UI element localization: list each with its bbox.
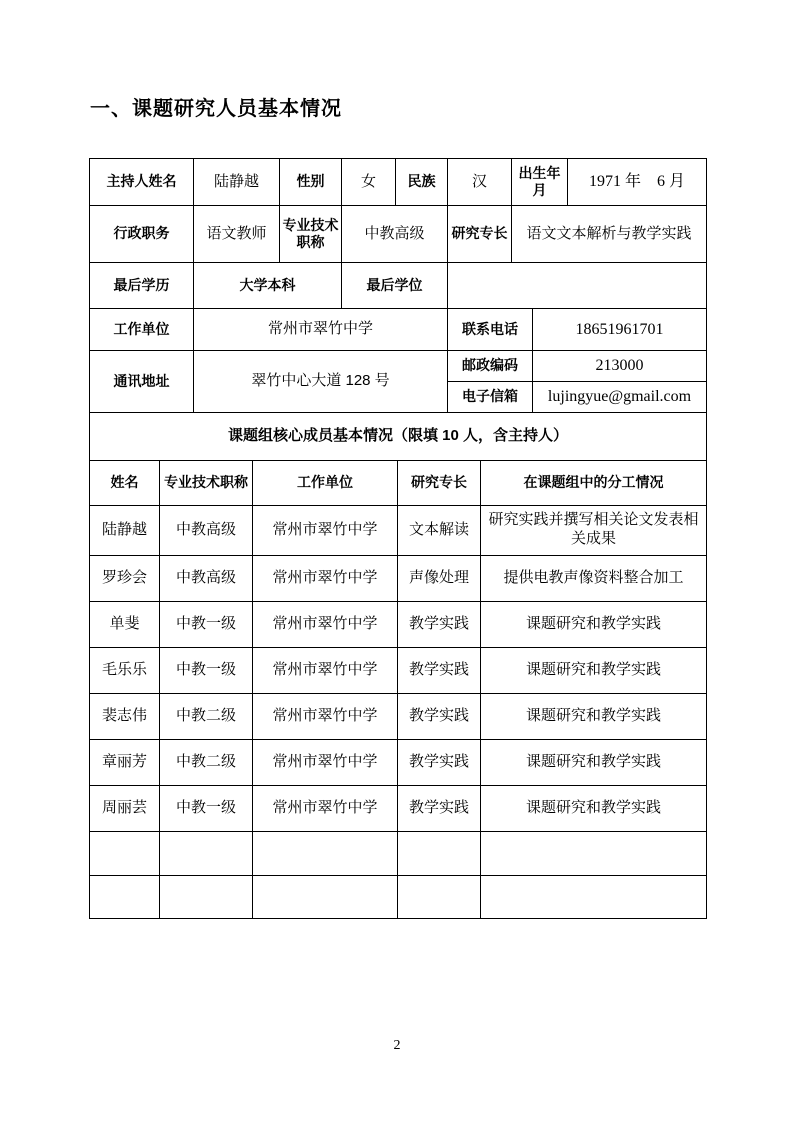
tech-title-value: 中教高级 (342, 206, 448, 263)
tech-title-label: 专业技术职称 (280, 206, 342, 263)
member-title (160, 831, 253, 875)
member-name: 周丽芸 (90, 785, 160, 831)
member-role: 研究实践并撰写相关论文发表相关成果 (481, 505, 707, 555)
members-header-specialty: 研究专长 (398, 460, 481, 505)
member-specialty (398, 831, 481, 875)
postcode-label: 邮政编码 (448, 351, 533, 382)
member-row (90, 647, 707, 693)
members-header-row (90, 460, 707, 505)
member-specialty: 教学实践 (398, 601, 481, 647)
page-title: 一、课题研究人员基本情况 (90, 98, 342, 120)
member-role: 课题研究和教学实践 (481, 601, 707, 647)
leader-row-position (90, 206, 707, 263)
member-row (90, 785, 707, 831)
address-label: 通讯地址 (90, 351, 194, 413)
member-title (160, 875, 253, 918)
workplace-value: 常州市翠竹中学 (194, 309, 448, 351)
member-role (481, 875, 707, 918)
member-unit: 常州市翠竹中学 (253, 505, 398, 555)
birth-label: 出生年月 (512, 159, 568, 206)
members-section-title: 课题组核心成员基本情况（限填 10 人，含主持人） (90, 412, 707, 460)
member-name (90, 831, 160, 875)
leader-row-education (90, 263, 707, 309)
member-specialty: 教学实践 (398, 739, 481, 785)
admin-value: 语文教师 (194, 206, 280, 263)
member-title: 中教二级 (160, 693, 253, 739)
member-name: 章丽芳 (90, 739, 160, 785)
leader-row-address-postcode (90, 351, 707, 382)
member-row (90, 601, 707, 647)
member-unit (253, 875, 398, 918)
phone-value: 18651961701 (533, 309, 707, 351)
member-role: 课题研究和教学实践 (481, 785, 707, 831)
leader-info-table (89, 158, 707, 413)
leader-name-label: 主持人姓名 (90, 159, 194, 206)
member-row (90, 739, 707, 785)
member-title: 中教一级 (160, 785, 253, 831)
member-row-empty (90, 875, 707, 918)
member-unit: 常州市翠竹中学 (253, 555, 398, 601)
member-unit: 常州市翠竹中学 (253, 647, 398, 693)
members-table (89, 412, 707, 919)
member-role: 课题研究和教学实践 (481, 647, 707, 693)
address-value: 翠竹中心大道 128 号 (194, 351, 448, 413)
degree-value (448, 263, 707, 309)
member-name: 毛乐乐 (90, 647, 160, 693)
leader-row-workplace (90, 309, 707, 351)
member-name: 陆静越 (90, 505, 160, 555)
admin-label: 行政职务 (90, 206, 194, 263)
page-number: 2 (393, 1038, 401, 1053)
member-role (481, 831, 707, 875)
education-value: 大学本科 (194, 263, 342, 309)
ethnicity-label: 民族 (396, 159, 448, 206)
email-label: 电子信箱 (448, 382, 533, 413)
member-unit: 常州市翠竹中学 (253, 785, 398, 831)
degree-label: 最后学位 (342, 263, 448, 309)
members-header-workplace: 工作单位 (253, 460, 398, 505)
email-value: lujingyue@gmail.com (533, 382, 707, 413)
member-title: 中教高级 (160, 555, 253, 601)
member-name: 裴志伟 (90, 693, 160, 739)
member-specialty: 教学实践 (398, 785, 481, 831)
gender-label: 性别 (280, 159, 342, 206)
members-section-row (90, 412, 707, 460)
member-title: 中教二级 (160, 739, 253, 785)
members-header-role: 在课题组中的分工情况 (481, 460, 707, 505)
member-title: 中教一级 (160, 647, 253, 693)
leader-name-value: 陆静越 (194, 159, 280, 206)
birth-value: 1971 年 6 月 (568, 159, 707, 206)
member-name: 单斐 (90, 601, 160, 647)
member-title: 中教高级 (160, 505, 253, 555)
member-unit: 常州市翠竹中学 (253, 739, 398, 785)
member-unit (253, 831, 398, 875)
member-role: 课题研究和教学实践 (481, 739, 707, 785)
member-specialty: 声像处理 (398, 555, 481, 601)
member-row (90, 505, 707, 555)
member-name: 罗珍会 (90, 555, 160, 601)
form-tables (89, 158, 707, 919)
gender-value: 女 (342, 159, 396, 206)
member-unit: 常州市翠竹中学 (253, 601, 398, 647)
member-specialty: 教学实践 (398, 693, 481, 739)
member-specialty: 教学实践 (398, 647, 481, 693)
leader-row-name (90, 159, 707, 206)
ethnicity-value: 汉 (448, 159, 512, 206)
member-title: 中教一级 (160, 601, 253, 647)
member-row (90, 555, 707, 601)
specialty-value: 语文文本解析与教学实践 (512, 206, 707, 263)
member-role: 课题研究和教学实践 (481, 693, 707, 739)
postcode-value: 213000 (533, 351, 707, 382)
members-header-name: 姓名 (90, 460, 160, 505)
member-specialty: 文本解读 (398, 505, 481, 555)
member-name (90, 875, 160, 918)
member-row-empty (90, 831, 707, 875)
education-label: 最后学历 (90, 263, 194, 309)
member-specialty (398, 875, 481, 918)
specialty-label: 研究专长 (448, 206, 512, 263)
members-header-tech-title: 专业技术职称 (160, 460, 253, 505)
member-unit: 常州市翠竹中学 (253, 693, 398, 739)
member-role: 提供电教声像资料整合加工 (481, 555, 707, 601)
workplace-label: 工作单位 (90, 309, 194, 351)
member-row (90, 693, 707, 739)
phone-label: 联系电话 (448, 309, 533, 351)
